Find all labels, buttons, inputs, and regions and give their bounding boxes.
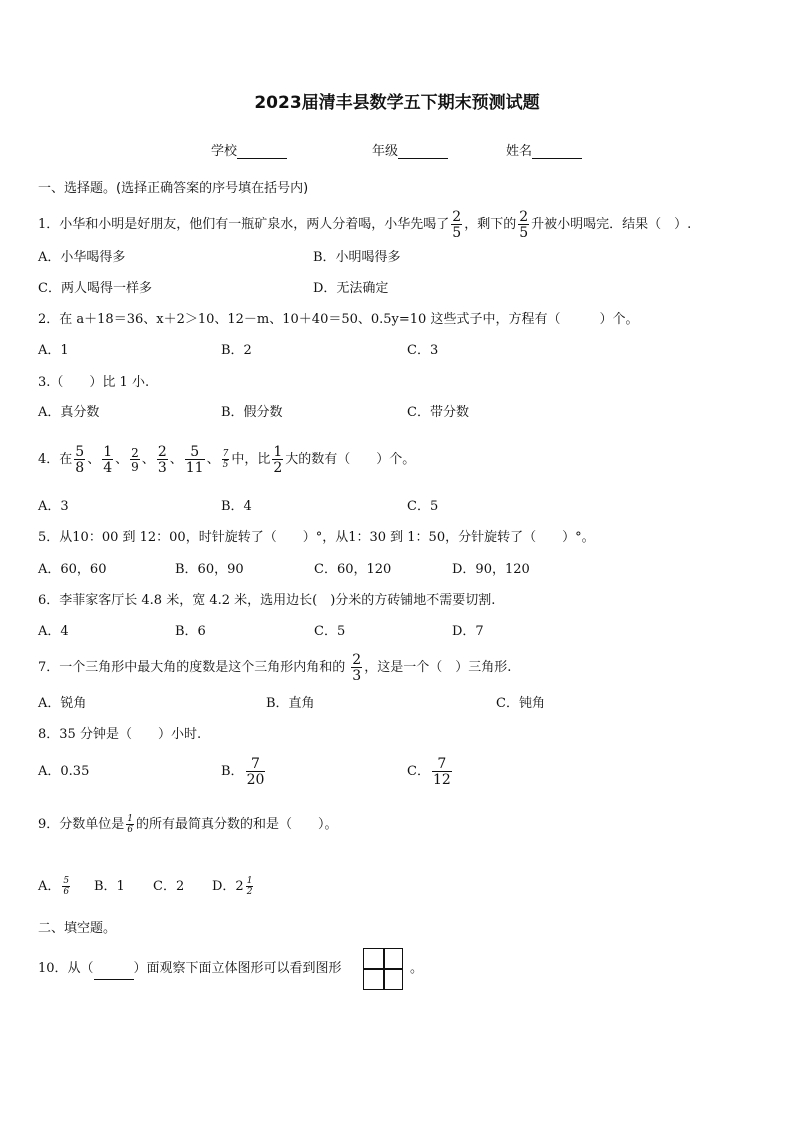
q2-option-b[interactable]: B．2 [221, 343, 252, 358]
q2-option-c[interactable]: C．3 [407, 343, 439, 358]
q10-text: 10．从（ [38, 961, 94, 976]
fraction: $\frac{5}{11}$ [185, 444, 204, 476]
q7-text: 7．一个三角形中最大角的度数是这个三角形内角和的 [38, 660, 346, 675]
q5-option-d[interactable]: D．90，120 [452, 562, 530, 577]
page-title: 2023届清丰县数学五下期末预测试题 [254, 93, 540, 113]
q9-text: 9．分数单位是 [38, 817, 125, 832]
fraction: $\frac{1}{2}$ [246, 875, 253, 897]
fraction: $\frac{2}{5}$ [452, 209, 462, 241]
q6-option-a[interactable]: A．4 [38, 624, 69, 639]
question-4: 4．在 $\frac{5}{8}$ 、 $\frac{1}{4}$ 、 $\frac{2}{9}$ 、 $\frac{2}{3}$ 、 $\frac{5}{11}$ 、 $\frac{7}{5}$ 中，比 $\frac{1}{2}$ 大的数有（ ）个。 [38, 444, 416, 476]
q7-option-c[interactable]: C．钝角 [496, 696, 545, 711]
q7-option-b[interactable]: B．直角 [266, 696, 315, 711]
section-heading-1: 一、选择题。(选择正确答案的序号填在括号内) [38, 181, 309, 196]
q1-option-a[interactable]: A．小华喝得多 [38, 250, 126, 265]
fraction: $\frac{2}{3}$ [157, 444, 167, 476]
question-5: 5．从10：00 到 12：00，时针旋转了（ ）°，从1：30 到 1：50，分针旋转了（ ）°。 [38, 530, 595, 545]
q8-option-a[interactable]: A．0.35 [38, 764, 90, 779]
school-field[interactable] [211, 140, 287, 159]
q10-text-mid: ）面观察下面立体图形可以看到图形 [133, 961, 342, 976]
question-9 [38, 812, 338, 838]
grade-field[interactable] [372, 140, 448, 159]
q9-option-c[interactable]: C．2 [153, 879, 185, 894]
q1-text-end: 升被小明喝完．结果（ ）. [531, 217, 692, 232]
fraction: $\frac{1}{2}$ [273, 444, 283, 476]
fraction: $\frac{5}{6}$ [63, 875, 70, 897]
q1-text-mid: ，剩下的 [464, 217, 517, 232]
question-6: 6．李菲家客厅长 4.8 米，宽 4.2 米，选用边长( )分米的方砖铺地不需要切割. [38, 593, 496, 608]
q6-option-b[interactable]: B．6 [175, 624, 206, 639]
question-7 [38, 652, 511, 684]
q4-option-b[interactable]: B．4 [221, 499, 252, 514]
q8-option-c[interactable]: C． $\frac{7}{12}$ [407, 756, 451, 788]
q6-option-c[interactable]: C．5 [314, 624, 346, 639]
name-field[interactable] [506, 140, 582, 159]
fraction: $\frac{1}{6}$ [127, 813, 134, 835]
q10-text-end: 。 [410, 961, 424, 976]
fraction: $\frac{2}{9}$ [131, 445, 139, 474]
q1-option-d[interactable]: D．无法确定 [313, 281, 389, 296]
q9-option-a[interactable]: A． $\frac{5}{6}$ [38, 875, 70, 897]
q4-text: 4．在 [38, 452, 73, 467]
q1-option-c[interactable]: C．两人喝得一样多 [38, 281, 152, 296]
q4-text-mid: 中，比 [231, 452, 271, 467]
q1-option-b[interactable]: B．小明喝得多 [313, 250, 401, 265]
school-label: 学校 [211, 144, 238, 159]
answer-blank[interactable] [94, 965, 134, 980]
q3-option-c[interactable]: C．带分数 [407, 405, 469, 420]
square-grid-figure [363, 948, 403, 990]
q9-option-b[interactable]: B．1 [94, 879, 125, 894]
question-3: 3.（ ）比 1 小. [38, 375, 150, 390]
grade-label: 年级 [372, 144, 399, 159]
q5-option-c[interactable]: C．60，120 [314, 562, 392, 577]
q9-text-end: 的所有最简真分数的和是（ ）。 [136, 817, 338, 832]
q7-option-a[interactable]: A．锐角 [38, 696, 87, 711]
name-label: 姓名 [506, 144, 533, 159]
question-2: 2．在 a＋18＝36、x＋2＞10、12－m、10＋40＝50、0.5y=10 这些式子中，方程有（ ）个。 [38, 312, 639, 327]
fraction: $\frac{2}{5}$ [519, 209, 529, 241]
q4-option-a[interactable]: A．3 [38, 499, 69, 514]
question-10 [38, 958, 342, 980]
fraction: $\frac{2}{3}$ [352, 652, 362, 684]
q3-option-a[interactable]: A．真分数 [38, 405, 100, 420]
fraction: $\frac{1}{4}$ [103, 444, 113, 476]
section-heading-2: 二、填空题。 [38, 921, 117, 936]
q5-option-a[interactable]: A．60，60 [38, 562, 107, 577]
fraction: $\frac{7}{5}$ [222, 448, 229, 470]
q9-option-d[interactable]: D．2 $\frac{1}{2}$ [212, 875, 253, 897]
q6-option-d[interactable]: D．7 [452, 624, 484, 639]
question-8: 8．35 分钟是（ ）小时. [38, 727, 202, 742]
q1-text: 1．小华和小明是好朋友，他们有一瓶矿泉水，两人分着喝，小华先喝了 [38, 217, 450, 232]
q8-option-b[interactable]: B． $\frac{7}{20}$ [221, 756, 265, 788]
fraction: $\frac{5}{8}$ [75, 444, 85, 476]
fraction: $\frac{7}{12}$ [432, 756, 451, 788]
q7-text-end: ，这是一个（ ）三角形. [364, 660, 512, 675]
q2-option-a[interactable]: A．1 [38, 343, 69, 358]
q4-option-c[interactable]: C．5 [407, 499, 439, 514]
fraction: $\frac{7}{20}$ [246, 756, 265, 788]
q3-option-b[interactable]: B．假分数 [221, 405, 283, 420]
q4-text-end: 大的数有（ ）个。 [285, 452, 416, 467]
question-1 [38, 209, 692, 241]
q5-option-b[interactable]: B．60，90 [175, 562, 244, 577]
